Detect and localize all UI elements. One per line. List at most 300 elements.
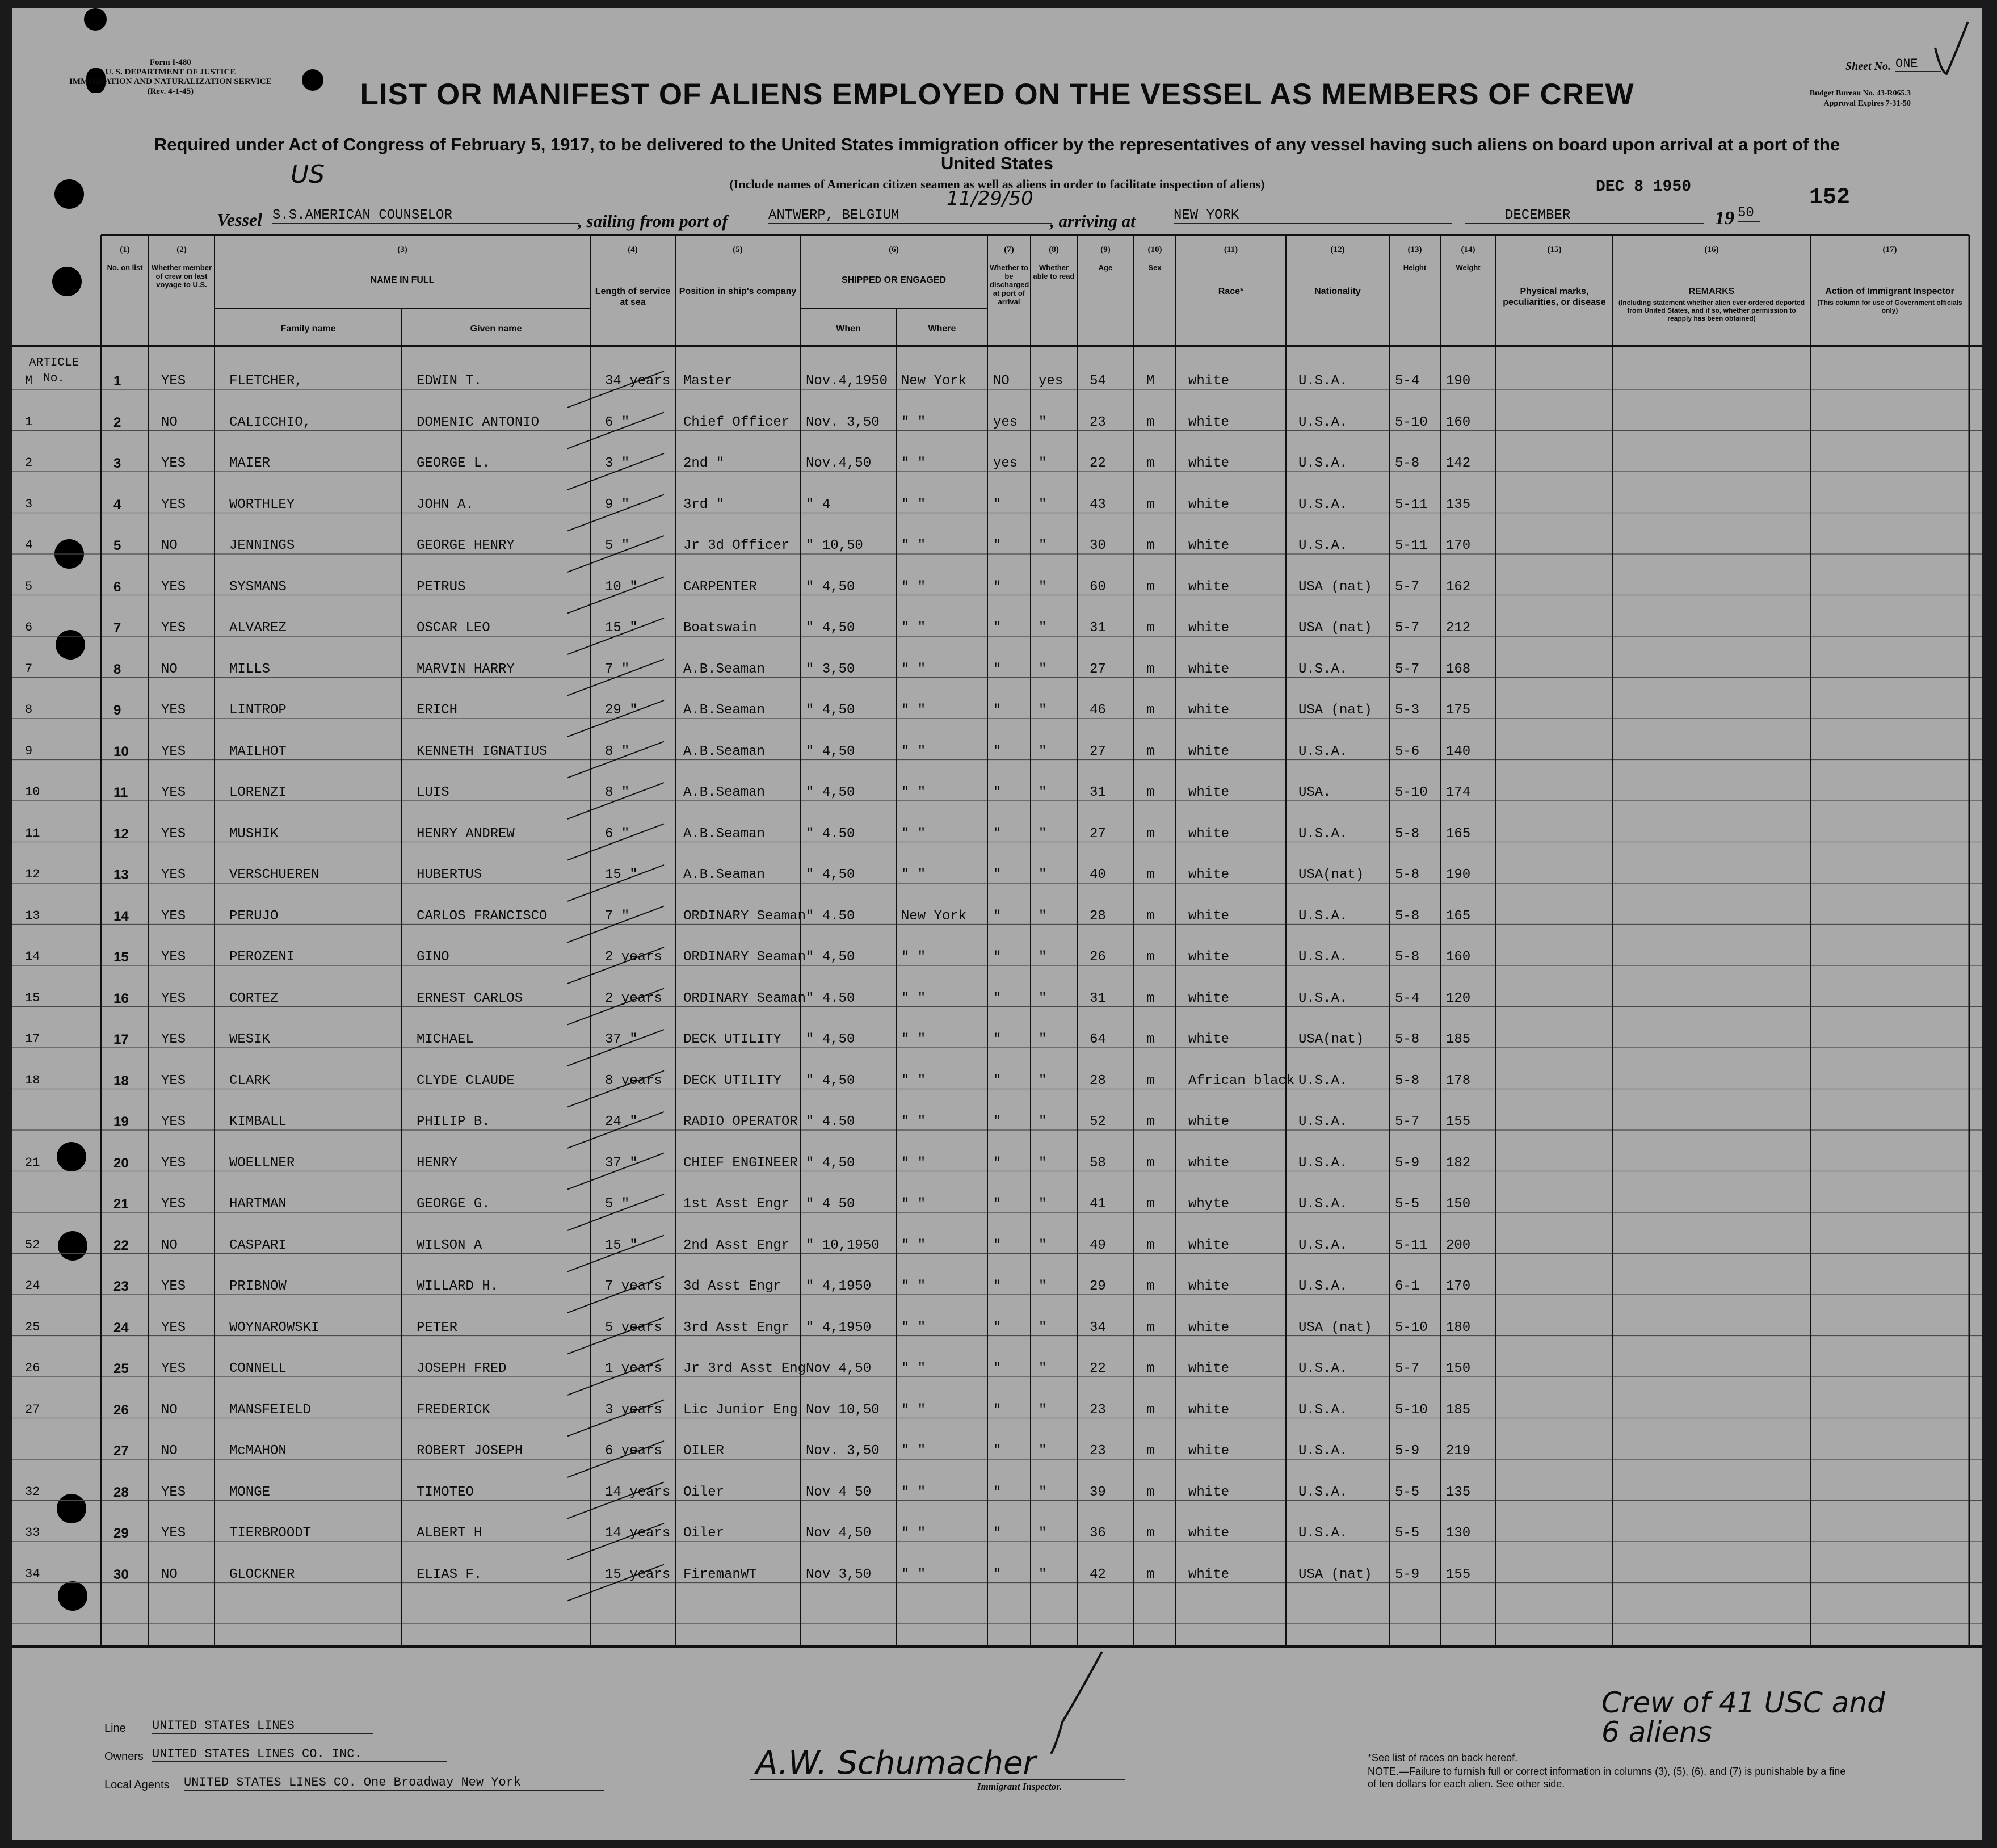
cell-where: " " — [901, 538, 926, 553]
column-header: Sex — [1148, 263, 1162, 272]
cell-position: 3d Asst Engr — [683, 1279, 781, 1294]
cell-read: " — [1039, 661, 1047, 677]
cell-when: " 4.50 — [806, 1114, 855, 1129]
cell-read: " — [1039, 744, 1047, 759]
cell-last: YES — [161, 497, 186, 513]
cell-disch: " — [993, 1279, 1002, 1294]
cell-weight: 135 — [1446, 497, 1471, 513]
cell-no: 4 — [113, 497, 121, 513]
cell-given: JOHN A. — [417, 497, 474, 513]
column-header: Position in ship's company — [679, 287, 797, 296]
cell-disch: " — [993, 1155, 1002, 1171]
cell-last: YES — [161, 950, 186, 965]
cell-when: " 4,50 — [806, 950, 855, 965]
cell-height: 5-8 — [1395, 867, 1420, 883]
cell-height: 5-10 — [1395, 1402, 1428, 1418]
cell-service: 29 " — [605, 703, 638, 718]
requirement-text: Required under Act of Congress of February 5, 1917, to be delivered to the United States immigration officer by the representatives of any vessel having such aliens on board upon arrival at a port of the United States — [154, 135, 1840, 173]
cell-when: " 4,1950 — [806, 1320, 872, 1335]
cell-given: PETER — [417, 1320, 458, 1335]
cell-disch: " — [993, 497, 1002, 513]
cell-service: 8 years — [605, 1073, 662, 1089]
cell-read: " — [1039, 1320, 1047, 1335]
handwritten-date: 11/29/50 — [947, 187, 1033, 210]
cell-race: white — [1188, 620, 1230, 636]
cell-race: white — [1188, 1155, 1230, 1171]
cell-when: " 4.50 — [806, 826, 855, 842]
cell-sex: m — [1146, 1155, 1155, 1171]
cell-where: " " — [901, 1155, 926, 1171]
cell-race: white — [1188, 1279, 1230, 1294]
cell-art: 1 — [25, 414, 33, 429]
cell-family: SYSMANS — [229, 579, 287, 595]
cell-no: 14 — [113, 908, 129, 924]
cell-family: KIMBALL — [229, 1114, 287, 1129]
cell-height: 5-11 — [1395, 538, 1428, 553]
cell-where: " " — [901, 1402, 926, 1418]
cell-weight: 190 — [1446, 373, 1471, 389]
cell-given: ALBERT H — [417, 1526, 482, 1541]
cell-last: YES — [161, 703, 186, 718]
form-department: U. S. DEPARTMENT OF JUSTICE — [105, 68, 236, 77]
cell-weight: 155 — [1446, 1114, 1471, 1129]
cell-height: 5-8 — [1395, 950, 1420, 965]
cell-nat: U.S.A. — [1298, 661, 1348, 677]
cell-read: " — [1039, 1566, 1047, 1582]
cell-service: 15 " — [605, 1237, 638, 1253]
penalty-note: NOTE.—Failure to furnish full or correct information in columns (3), (5), (6), and (7) is punishable by a fine of ten dollars for each alien. See other side. — [1368, 1766, 1846, 1790]
cell-last: YES — [161, 456, 186, 471]
cell-age: 41 — [1090, 1196, 1106, 1212]
cell-position: A.B.Seaman — [683, 661, 766, 677]
cell-art: 34 — [25, 1566, 40, 1581]
cell-family: TIERBROODT — [229, 1526, 312, 1541]
cell-family: LINTROP — [229, 703, 287, 718]
column-header-note: (This column for use of Government officials only) — [1817, 299, 1962, 314]
cell-weight: 150 — [1446, 1196, 1471, 1212]
cell-position: Oiler — [683, 1484, 725, 1500]
column-number: (15) — [1547, 245, 1562, 254]
cell-height: 5-11 — [1395, 1237, 1428, 1253]
cell-last: YES — [161, 620, 186, 636]
cell-family: CASPARI — [229, 1237, 287, 1253]
cell-race: whyte — [1188, 1196, 1230, 1212]
cell-height: 6-1 — [1395, 1279, 1420, 1294]
cell-no: 28 — [113, 1484, 129, 1500]
cell-sex: m — [1146, 1566, 1155, 1582]
line-label: Line — [104, 1722, 126, 1734]
column-number: (2) — [176, 245, 187, 254]
cell-weight: 190 — [1446, 867, 1471, 883]
cell-when: " 4,50 — [806, 703, 855, 718]
cell-nat: USA (nat) — [1298, 1320, 1372, 1335]
cell-sex: M — [1146, 373, 1155, 389]
cell-nat: U.S.A. — [1298, 373, 1348, 389]
cell-height: 5-9 — [1395, 1566, 1420, 1582]
cell-when: " 4,50 — [806, 744, 855, 759]
cell-no: 30 — [113, 1566, 129, 1582]
cell-height: 5-7 — [1395, 1361, 1420, 1376]
arriving-label: , arriving at — [1050, 211, 1136, 231]
cell-disch: " — [993, 620, 1002, 636]
cell-last: NO — [161, 661, 178, 677]
cell-age: 42 — [1090, 1566, 1106, 1582]
cell-service: 2 years — [605, 990, 662, 1006]
page-title: LIST OR MANIFEST OF ALIENS EMPLOYED ON THE VESSEL AS MEMBERS OF CREW — [360, 78, 1634, 111]
cell-given: GINO — [417, 950, 449, 965]
manifest-sheet — [12, 8, 1982, 1840]
cell-art: 13 — [25, 908, 40, 923]
cell-last: YES — [161, 1155, 186, 1171]
cell-height: 5-9 — [1395, 1443, 1420, 1459]
cell-where: " " — [901, 1114, 926, 1129]
cell-disch: " — [993, 950, 1002, 965]
cell-sex: m — [1146, 1114, 1155, 1129]
cell-nat: USA (nat) — [1298, 620, 1372, 636]
cell-family: McMAHON — [229, 1443, 287, 1459]
cell-disch: " — [993, 990, 1002, 1006]
cell-position: 1st Asst Engr — [683, 1196, 790, 1212]
sailing-label: , sailing from port of — [578, 211, 728, 231]
cell-weight: 150 — [1446, 1361, 1471, 1376]
cell-service: 1 years — [605, 1361, 662, 1376]
cell-weight: 185 — [1446, 1032, 1471, 1047]
cell-family: WOYNAROWSKI — [229, 1320, 319, 1335]
cell-art: M — [25, 373, 33, 388]
cell-nat: USA (nat) — [1298, 579, 1372, 595]
cell-height: 5-6 — [1395, 744, 1420, 759]
vessel-name: S.S.AMERICAN COUNSELOR — [272, 208, 579, 224]
column-number: (6) — [889, 245, 899, 254]
cell-disch: " — [993, 785, 1002, 800]
cell-art: 6 — [25, 620, 33, 635]
cell-weight: 160 — [1446, 414, 1471, 430]
column-number: (3) — [397, 245, 407, 254]
cell-service: 14 years — [605, 1526, 671, 1541]
cell-service: 7 " — [605, 661, 630, 677]
cell-disch: " — [993, 1402, 1002, 1418]
cell-height: 5-7 — [1395, 661, 1420, 677]
cell-height: 5-4 — [1395, 373, 1420, 389]
cell-nat: U.S.A. — [1298, 1073, 1348, 1089]
cell-sex: m — [1146, 950, 1155, 965]
cell-service: 7 years — [605, 1279, 662, 1294]
cell-when: " 4,50 — [806, 1032, 855, 1047]
cell-race: white — [1188, 1320, 1230, 1335]
cell-sex: m — [1146, 1032, 1155, 1047]
cell-where: " " — [901, 661, 926, 677]
column-header: Weight — [1456, 263, 1481, 272]
cell-service: 9 " — [605, 497, 630, 513]
cell-position: 3rd Asst Engr — [683, 1320, 790, 1335]
column-number: (12) — [1330, 245, 1345, 254]
cell-when: Nov 4,50 — [806, 1526, 872, 1541]
cell-where: " " — [901, 826, 926, 842]
cell-last: NO — [161, 1566, 178, 1582]
column-header: Whether member of crew on last voyage to U.S. — [151, 263, 212, 289]
cell-race: white — [1188, 1443, 1230, 1459]
cell-sex: m — [1146, 1361, 1155, 1376]
article-label-line2: No. — [43, 372, 65, 385]
cell-family: MANSFEIELD — [229, 1402, 312, 1418]
cell-where: " " — [901, 579, 926, 595]
cell-weight: 165 — [1446, 826, 1471, 842]
handwritten-us: US — [291, 160, 325, 189]
cell-no: 3 — [113, 456, 121, 471]
cell-last: NO — [161, 414, 178, 430]
signature-stroke — [1034, 1648, 1113, 1756]
cell-no: 27 — [113, 1443, 129, 1459]
column-number: (13) — [1407, 245, 1422, 254]
cell-age: 22 — [1090, 1361, 1106, 1376]
cell-where: " " — [901, 1196, 926, 1212]
cell-no: 21 — [113, 1196, 129, 1212]
cell-position: 2nd Asst Engr — [683, 1237, 790, 1253]
cell-family: LORENZI — [229, 785, 287, 800]
cell-position: CARPENTER — [683, 579, 757, 595]
year-suffix: 50 — [1738, 205, 1760, 222]
cell-read: " — [1039, 1114, 1047, 1129]
cell-disch: yes — [993, 414, 1018, 430]
cell-race: white — [1188, 1361, 1230, 1376]
cell-art: 18 — [25, 1073, 40, 1087]
cell-sex: m — [1146, 497, 1155, 513]
cell-where: " " — [901, 1279, 926, 1294]
cell-service: 34 years — [605, 373, 671, 389]
cell-last: YES — [161, 1196, 186, 1212]
cell-disch: " — [993, 1526, 1002, 1541]
cell-race: white — [1188, 456, 1230, 471]
cell-weight: 185 — [1446, 1402, 1471, 1418]
cell-no: 17 — [113, 1032, 129, 1047]
budget-bureau-no: Budget Bureau No. 43-R065.3 — [1809, 89, 1911, 98]
cell-age: 43 — [1090, 497, 1106, 513]
cell-age: 28 — [1090, 1073, 1106, 1089]
cell-nat: U.S.A. — [1298, 1114, 1348, 1129]
column-header: NAME IN FULL — [370, 275, 435, 285]
cell-age: 29 — [1090, 1279, 1106, 1294]
cell-disch: " — [993, 1032, 1002, 1047]
cell-weight: 130 — [1446, 1526, 1471, 1541]
cell-read: yes — [1039, 373, 1063, 389]
cell-last: NO — [161, 538, 178, 553]
cell-given: ERICH — [417, 703, 458, 718]
column-header: REMARKS — [1688, 287, 1735, 296]
cell-disch: " — [993, 1196, 1002, 1212]
cell-position: RADIO OPERATOR — [683, 1114, 798, 1129]
form-service: IMMIGRATION AND NATURALIZATION SERVICE — [69, 77, 272, 86]
cell-height: 5-9 — [1395, 1155, 1420, 1171]
column-header-note: (Including statement whether alien ever ordered deported from United States, and if so, whether permission to reapply has been obtained) — [1618, 299, 1805, 322]
cell-age: 31 — [1090, 620, 1106, 636]
cell-read: " — [1039, 1196, 1047, 1212]
cell-service: 6 " — [605, 826, 630, 842]
cell-art: 7 — [25, 661, 33, 676]
departure-port: ANTWERP, BELGIUM — [768, 208, 1052, 224]
cell-service: 5 " — [605, 538, 630, 553]
cell-service: 7 " — [605, 908, 630, 924]
cell-position: Master — [683, 373, 733, 389]
cell-race: white — [1188, 867, 1230, 883]
cell-age: 23 — [1090, 414, 1106, 430]
cell-where: " " — [901, 1320, 926, 1335]
column-number: (16) — [1704, 245, 1719, 254]
cell-age: 22 — [1090, 456, 1106, 471]
cell-art: 25 — [25, 1320, 40, 1334]
cell-nat: U.S.A. — [1298, 538, 1348, 553]
cell-weight: 140 — [1446, 744, 1471, 759]
cell-given: ELIAS F. — [417, 1566, 482, 1582]
cell-where: " " — [901, 456, 926, 471]
cell-age: 28 — [1090, 908, 1106, 924]
cell-race: white — [1188, 1032, 1230, 1047]
cell-no: 29 — [113, 1526, 129, 1541]
cell-when: " 4,50 — [806, 620, 855, 636]
cell-disch: " — [993, 867, 1002, 883]
cell-race: white — [1188, 990, 1230, 1006]
cell-family: PERUJO — [229, 908, 279, 924]
cell-service: 8 " — [605, 744, 630, 759]
cell-no: 19 — [113, 1114, 129, 1129]
cell-service: 37 " — [605, 1155, 638, 1171]
cell-read: " — [1039, 1443, 1047, 1459]
column-header: Whether to be discharged at port of arrival — [990, 263, 1029, 306]
cell-race: African black — [1188, 1073, 1295, 1089]
cell-given: WILSON A — [417, 1237, 482, 1253]
cell-nat: U.S.A. — [1298, 990, 1348, 1006]
page-number-stamp: 152 — [1809, 185, 1851, 211]
cell-no: 2 — [113, 414, 121, 430]
signature-line — [750, 1778, 1125, 1780]
cell-race: white — [1188, 1237, 1230, 1253]
cell-sex: m — [1146, 538, 1155, 553]
cell-given: ROBERT JOSEPH — [417, 1443, 523, 1459]
cell-service: 10 " — [605, 579, 638, 595]
cell-service: 15 " — [605, 620, 638, 636]
cell-where: New York — [901, 908, 967, 924]
cell-given: HENRY — [417, 1155, 458, 1171]
inspector-label: Immigrant Inspector. — [977, 1781, 1062, 1792]
cell-when: Nov 4 50 — [806, 1484, 872, 1500]
cell-disch: " — [993, 1237, 1002, 1253]
cell-nat: USA. — [1298, 785, 1331, 800]
cell-service: 15 years — [605, 1566, 671, 1582]
cell-race: white — [1188, 1484, 1230, 1500]
column-subheader: Family name — [280, 324, 336, 334]
cell-last: YES — [161, 785, 186, 800]
owners-value: UNITED STATES LINES CO. INC. — [152, 1747, 447, 1762]
cell-art: 33 — [25, 1526, 40, 1540]
column-number: (10) — [1147, 245, 1162, 254]
cell-read: " — [1039, 908, 1047, 924]
cell-when: Nov.4,1950 — [806, 373, 888, 389]
cell-sex: m — [1146, 1320, 1155, 1335]
cell-position: Oiler — [683, 1526, 725, 1541]
cell-nat: U.S.A. — [1298, 1155, 1348, 1171]
cell-family: CORTEZ — [229, 990, 279, 1006]
cell-art: 4 — [25, 538, 33, 552]
column-number: (9) — [1100, 245, 1111, 254]
cell-position: 2nd " — [683, 456, 725, 471]
cell-height: 5-3 — [1395, 703, 1420, 718]
cell-disch: " — [993, 538, 1002, 553]
cell-no: 20 — [113, 1155, 129, 1171]
cell-position: FiremanWT — [683, 1566, 757, 1582]
cell-where: " " — [901, 1237, 926, 1253]
cell-height: 5-7 — [1395, 620, 1420, 636]
column-header: Whether able to read — [1033, 263, 1075, 280]
approval-expires: Approval Expires 7-31-50 — [1823, 99, 1911, 108]
cell-disch: " — [993, 579, 1002, 595]
cell-service: 6 years — [605, 1443, 662, 1459]
cell-no: 25 — [113, 1361, 129, 1376]
cell-last: YES — [161, 579, 186, 595]
cell-where: " " — [901, 990, 926, 1006]
column-header: Race* — [1218, 287, 1244, 296]
cell-read: " — [1039, 826, 1047, 842]
cell-age: 27 — [1090, 826, 1106, 842]
cell-read: " — [1039, 456, 1047, 471]
cell-where: " " — [901, 1526, 926, 1541]
line-value: UNITED STATES LINES — [152, 1719, 373, 1734]
cell-when: " 4.50 — [806, 990, 855, 1006]
cell-art: 12 — [25, 867, 40, 881]
cell-age: 26 — [1090, 950, 1106, 965]
cell-read: " — [1039, 867, 1047, 883]
cell-when: " 4.50 — [806, 908, 855, 924]
cell-nat: U.S.A. — [1298, 1361, 1348, 1376]
column-header: Length of service at sea — [595, 287, 671, 307]
cell-last: YES — [161, 1073, 186, 1089]
column-subheader: When — [836, 324, 861, 334]
cell-art: 10 — [25, 785, 40, 799]
cell-art: 26 — [25, 1361, 40, 1375]
cell-disch: NO — [993, 373, 1010, 389]
cell-family: HARTMAN — [229, 1196, 287, 1212]
cell-where: " " — [901, 414, 926, 430]
cell-nat: U.S.A. — [1298, 950, 1348, 965]
cell-age: 52 — [1090, 1114, 1106, 1129]
arrival-port: NEW YORK — [1174, 208, 1452, 224]
article-label-line1: ARTICLE — [28, 356, 79, 369]
cell-given: GEORGE HENRY — [417, 538, 515, 553]
cell-last: YES — [161, 1032, 186, 1047]
cell-given: PHILIP B. — [417, 1114, 490, 1129]
cell-service: 3 years — [605, 1402, 662, 1418]
cell-family: FLETCHER, — [229, 373, 303, 389]
cell-height: 5-8 — [1395, 1073, 1420, 1089]
cell-service: 5 " — [605, 1196, 630, 1212]
cell-family: PRIBNOW — [229, 1279, 287, 1294]
cell-last: NO — [161, 1443, 178, 1459]
cell-race: white — [1188, 703, 1230, 718]
cell-when: Nov 4,50 — [806, 1361, 872, 1376]
cell-nat: USA (nat) — [1298, 703, 1372, 718]
cell-sex: m — [1146, 826, 1155, 842]
cell-age: 23 — [1090, 1402, 1106, 1418]
cell-sex: m — [1146, 661, 1155, 677]
cell-position: 3rd " — [683, 497, 725, 513]
cell-height: 5-5 — [1395, 1526, 1420, 1541]
cell-disch: " — [993, 1073, 1002, 1089]
cell-weight: 165 — [1446, 908, 1471, 924]
cell-disch: " — [993, 908, 1002, 924]
cell-disch: " — [993, 1566, 1002, 1582]
cell-no: 10 — [113, 744, 129, 759]
cell-nat: USA(nat) — [1298, 867, 1364, 883]
cell-last: YES — [161, 1361, 186, 1376]
cell-weight: 160 — [1446, 950, 1471, 965]
